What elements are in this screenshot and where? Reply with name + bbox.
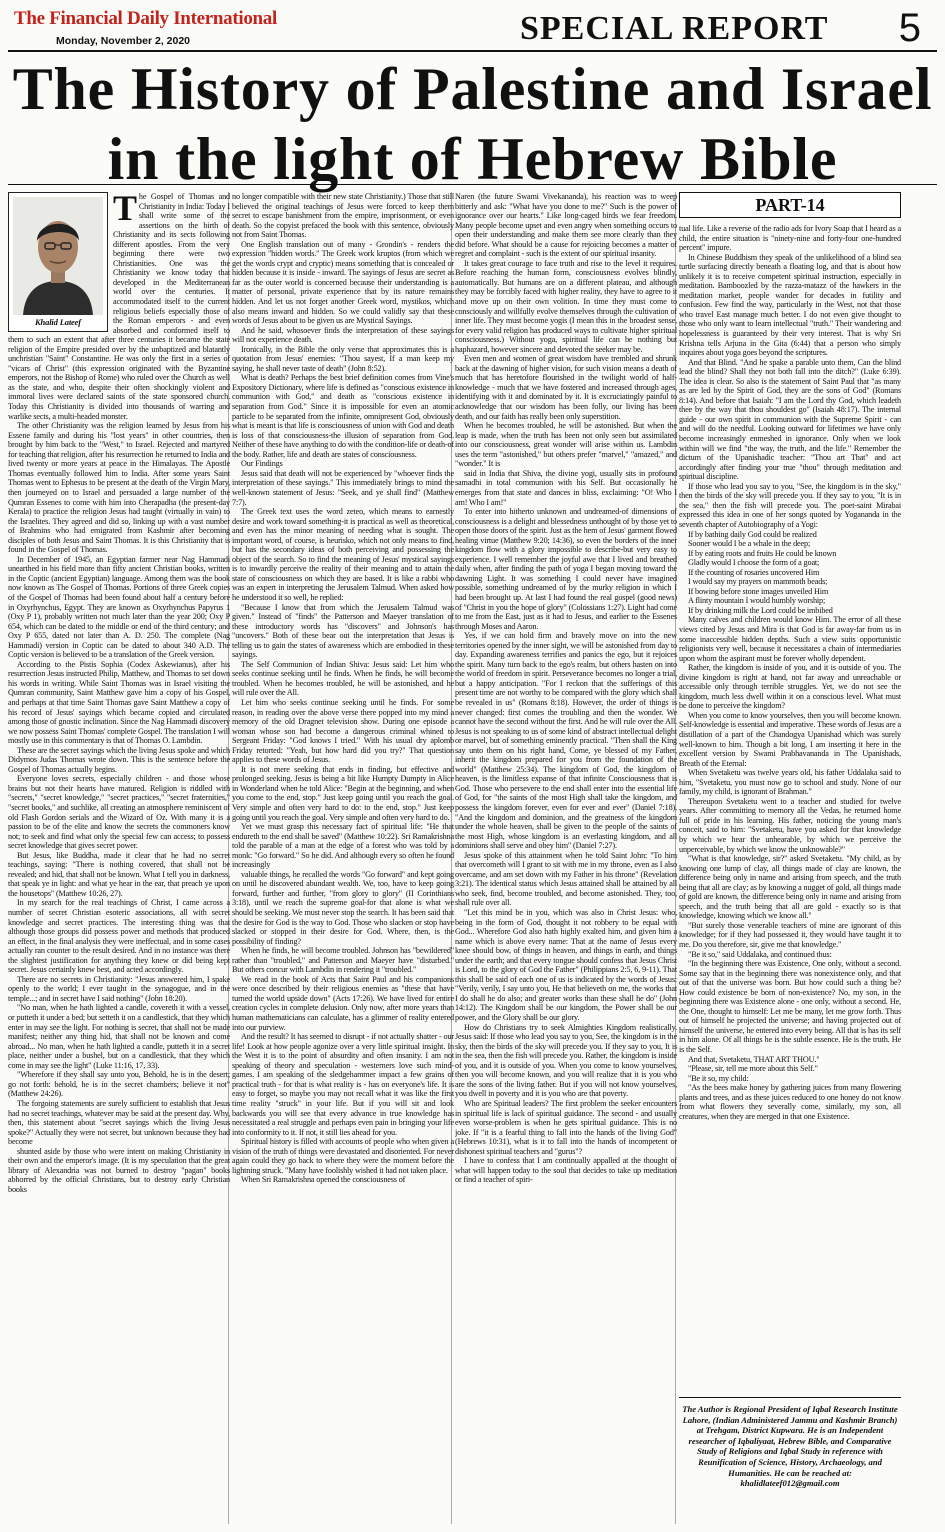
paragraph: These are the secret sayings which the living Jesus spoke and which Didymos Judas Thomas wrote down. This is the sentence before the Gospel of Thomas actually begins. <box>8 745 230 774</box>
paragraph: "As the bees make honey by gathering juices from many flowering plants and trees, and as these juices reduced to one honey do not know from what flowers they severally come, similarly, my son, all creatures, when they are merged in that one Existence. <box>679 1083 901 1121</box>
headline-line-1: The History of Palestine and Israel <box>12 56 933 122</box>
paragraph: "In the beginning there was Existence, One only, without a second. Some say that in the beginning there was nonexistence only, and that out of that the universe was born. But how could such a thing be? How could existence be born of non-existence? No, my son, in the beginning there was Existence alone - one only, without a second. He, the One, thought to himself: Let me be many, let me grow forth. Thus out of himself he projected the universe; and having projected out of himself the universe, he entered into every being. All that is has its self in him alone. Of all things he is the subtle essence. He is the truth. He is the Self. <box>679 959 901 1055</box>
paragraph: Even men and women of great wisdom have trembled and shrunk back at the dawning of higher vision, for such vision means a death of much that has heretofore flourished in the twilight world of half-knowledge - much that we have fostered and increased through ages, identifying with it and dominated by it. It is excruciatingly painful to acknowledge that our wisdom has been folly, our living has been death, and our faith has really been only superstition. <box>455 354 677 421</box>
author-portrait-icon <box>13 197 103 315</box>
paragraph: Jesus spoke of this attainment when he told Saint John: "To him that overcometh will I grant to sit with me in my throne, even as I also overcame, and am set down with my Father in his throne" (Revelation 3:21). The identical status which Jesus attained shall be attained by all who seek, find, become troubled, and become astonished. They, too, shall rule over all. <box>455 850 677 908</box>
paragraph: The other Christianity was the religion learned by Jesus from his Essene family and during his "lost years" in other countries, then brought by him back to the "West," to Israel. Rejected and martyred for teaching that religion, after his resurrection he returned to India and lived twenty or more years at peace in the Himalayas. The Apostle Thomas eventually followed him to India. After some years Saint Thomas went to Ephesus to be present at the death of the Virgin Mary, then journeyed on to Israel and persuaded a large number of the Qumran Essenes to come with him into Cherapadha (the present-day Kerala) to practice the religion Jesus had taught (virtually in vain) to the Israelites. They agreed and did so, linking up with a vast number of Brahmins who had emigrated from Kashmir after becoming disciples of both Jesus and Saint Thomas. It is this Christianity that is found in the Gospel of Thomas. <box>8 421 230 555</box>
author-note: The Author is Regional President of Iqbal Research Institute Lahore, (Indian Administered Jammu and Kashmir Branch) at Trehgam, District Kupwara. He is an Independent researcher of Iqbaliyaat, Hebrew Bible, and Comparative Study of Religions and Iqbal Study in reference with Reunification of Science, History, Archaeology, and Humanities. He can be reached at: khalidlateef012@gmail.com <box>682 1404 898 1489</box>
paragraph: In Chinese Buddhism they speak of the unlikelihood of a blind sea turtle surfacing directly beneath a floating log, and that is about how unlikely it is to receive competent spiritual instruction, especially in meditation. Bamboozled by the razza-matazz of the hawkers in the meditation market, people wander for decades in futility and confusion. Few find the way, particularly in the West, not that those who travel East manage much better. I do not even give thought to those who only want to learn intellectual "truth." Their wandering and hopelessness is guaranteed by their very interest. That is why Sri Krishna tells Arjuna in the Gita (6:44) that a person who simply inquires about yoga goes beyond the scriptures. <box>679 252 901 358</box>
paragraph: When you come to know yourselves, then you will become known. Self-knowledge is essential and imperative. These words of Jesus are a distillation of a part of the Chandogya Upanishad which was surely well-known to him. Though a bit long, I am inserting it here in the excellent version by Swami Prabhavananda in The Upanishads, Breath of the Eternal: <box>679 710 901 768</box>
paragraph: "But surely those venerable teachers of mine are ignorant of this knowledge; for if they had possessed it, they would have taught it to me. Do you therefore, sir, give me that knowledge." <box>679 920 901 950</box>
paragraph: Who are Spiritual leaders? The first problem the seeker encounters in spiritual life is lack of spiritual guidance. The second - and usually even worse-problem is when he gets spiritual guidance. This is no joke. If "it is a fearful thing to fall into the hands of the living God" (Hebrews 10:31), what is it to fall into the hands of incompetent or dishonest spiritual teachers and "gurus"? <box>455 1098 677 1156</box>
masthead-divider <box>8 50 937 52</box>
poem-line: Sooner would I be a whale in the deep; <box>688 539 811 549</box>
paragraph: According to the Pistis Sophia (Codex Askewianus), after his resurrection Jesus instructed Philip, Matthew, and Thomas to set down his words in writing. While Saint Thomas was in Israel visiting the Qumran community, Saint Matthew gave him a copy of his Gospel, and perhaps at that time Saint Thomas gave Saint Matthew a copy of his record of Jesus' sayings which became copied and circulated among those of gnostic inclination. Since the Nag Hammadi discovery we now possess Saint Thomas' complete Gospel. The translation I will mostly use in this commentary is that of Thomas O. Lambdin. <box>8 659 230 746</box>
paragraph: There are no secrets in Christianity: "Jesus answered him, I spake openly to the world; I ever taught in the synagogue, and in the temple...; and in secret have I said nothing" (John 18:20). <box>8 974 230 1003</box>
article-column-1 <box>8 192 230 1524</box>
paragraph: Yes, if we can hold firm and bravely move on into the new territories opened by the inner sight, we will be astonished from day to day. Expanding awareness terrifies and panics the ego, but it rejoices the spirit. Many turn back to the ego's realm, but others hasten on into the world of freedom in spirit. Perseverance becomes no longer a trial, but a happy anticipation. "For I reckon that the sufferings of this present time are not worthy to be compared with the glory which shall be revealed in us" (Romans 8:18). However, the order of things is never changed: first comes the troubling and then the wonder. We cannot have the second without the first. And he will rule over the All. Jesus is not speaking to us of some kind of abstract intellectual delight or marvel, but of something eminently practical. "Then shall the King say unto them on his right hand, Come, ye blessed of my Father, inherit the kingdom prepared for you from the foundation of the world" (Matthew 25:34). The kingdom of God, the kingdom of heaven, is the limitless expanse of that infinite Consciousness that is God. Those who persevere to the end shall enter into the essential life of God, for "the saints of the most High shall take the kingdom, and possess the kingdom forever, even for ever and ever" (Daniel 7:18). "And the kingdom and dominion, and the greatness of the kingdom under the whole heaven, shall be given to the people of the saints of the most High, whose kingdom is an everlasting kingdom, and all dominions shall serve and obey him" (Daniel 7:27). <box>455 631 677 851</box>
masthead <box>8 8 937 48</box>
author-photo-box <box>8 192 108 332</box>
paragraph: It is not mere seeking that ends in finding, but effective and prolonged seeking. Jesus is being a bit like Humpty Dumpty in Alice in Wonderland when he told Alice: "Begin at the beginning, and when you come to the end, stop." Just keep going until you reach the goal. Very simple and often very hard to do: to the end, stop." Just keep going until you reach the goal. Very simple and often very hard to do. <box>232 764 454 822</box>
headline <box>8 54 937 194</box>
author-caption: Khalid Lateef <box>35 317 81 328</box>
paragraph: Thereupon Svetaketu went to a teacher and studied for twelve years. After committing to memory all the Vedas, he returned home full of pride in his learning. His father, noticing the young man's conceit, said to him: "Svetaketu, have you asked for that knowledge by which we hear the unhearable, by which we perceive the unperceivable, by which we know the unknowable?" <box>679 796 901 854</box>
paragraph: What is death? Perhaps the best brief definition comes from Vine's Expository Dictionary, where life is defined as "conscious existence in communion with God," and death as "conscious existence in separation from God." Since it is impossible for even an atomic particle to be separated from the infinite, omnipresent God, obviously what is meant is that life is consciousness of union with God and death is loss of that consciousness-the illusion of separation from God. Neither of these have anything to do with the condition-life or death-of the body. Rather, life and death are states of consciousness. <box>232 373 454 459</box>
paragraph: shunted aside by those who were intent on making Christianity in their own and the emperor's image. (It is my speculation that the great library of Alexandria was not burned to destroy "pagan" books abhorred by the official Christians, but to destroy early Christian books <box>8 1146 230 1194</box>
part-label: PART-14 <box>679 192 901 218</box>
paragraph: To enter into hitherto unknown and undreamed-of dimensions of consciousness is a delight and blessedness unthought of by those yet to open those doors of the spirit. Just as the hem of Jesus' garment flowed healing virtue (Matthew 9:20; 14:36), so even the borders of the inner kingdom flow with a glory impossible to describe-but very easy to experience. I well remember the joyful awe that I lived and breathed daily when, after finding the path of yoga I began moving toward the dawning Light. It was something I could never have imagined possible, something undreamed of by the murky religion in which I had been brought up. At last I had found the real gospel (good news) of "Christ in you the hope of glory" (Colossians 1:27). Light had come to me from the East, just as it had to Jesus, and earlier to the Essenes through Moses and Aaron. <box>455 507 677 631</box>
paragraph: Jesus said that death will not be experienced by "whoever finds the interpretation of these sayings." This immediately brings to mind the well-known statement of Jesus: "Seek, and ye shall find" (Matthew 7:7). <box>232 468 454 507</box>
paragraph: "Please, sir, tell me more about this Self." <box>688 1064 818 1074</box>
article-column-4 <box>679 224 901 1384</box>
author-note-divider <box>679 1397 901 1398</box>
paragraph: Yet we must grasp this necessary fact of spiritual life: "He that endureth to the end shall be saved" (Matthew 10:22). Sri Ramakrishna told the parable of a man at the edge of a forest who was told by a monk: "Go forward." So he did. And although every so often he found increasingly <box>232 822 454 870</box>
paragraph: "Let this mind be in you, which was also in Christ Jesus: who, being in the form of God, thought it not robbery to be equal with God... Wherefore God also hath highly exalted him, and given him a name which is above every name: That at the name of Jesus every knee should bow, of things in heaven, and things in earth, and things under the earth; and that every tongue should confess that Jesus Christ is Lord, to the glory of God the Father" (Philippians 2:5, 6, 9-11). That this shall be said of each one of us is indicated by the words of Jesus: "Verily, verily, I say unto you, He that believeth on me, the works that I do shall he do also; and greater works than these shall he do" (John 14:12). The Kingdom shall be our kingdom, the Power shall be our power, and the Glory shall be our glory. <box>455 908 677 1023</box>
paragraph: Rather, the kingdom is inside of you, and it is outside of you. The divine kingdom is right at hand, not far away and unreachable or accessible only through terrible struggles. Yet, we do not see the kingdom, much less dwell within it on a conscious level. What must be done to perceive the kingdom? <box>679 663 901 711</box>
paragraph: "Be it so," said Uddalaka, and continued thus: <box>688 949 832 959</box>
paragraph: Many calves and children would know Him. The error of all these views cited by Jesus and Mira is that God is far away-far from us in some inaccessible hidden depths. Such a view suits opportunistic religionists very well, because it necessitates a chain of intermediaries upon whom the aspirant must be forever wholly dependent. <box>679 615 901 663</box>
paragraph: "Be it so, my child: <box>688 1073 749 1083</box>
paragraph: Everyone loves secrets, especially children - and those whose brains but not their hearts have matured. Religion is riddled with "secrets," "secret knowledge," "secret practices," "secret fraternities," "secret books," and suchlike, all creating an atmosphere reminiscent of old Flash Gordon serials and the Wizard of Oz. With many it is a passion to be of the elite and know the secrets the commoners know not; to seek and find what only the special few can access; to possess secret knowledge that gives secret power. <box>8 774 230 851</box>
paragraph: But Jesus, like Buddha, made it clear that he had no secret teachings, saying: "There is nothing covered, that shall not be revealed; and hid, that shall not be known. What I tell you in darkness, that speak ye in light: and what ye hear in the ear, that preach ye upon the housetops" (Matthew 10:26, 27). <box>8 850 230 898</box>
article-column-2 <box>232 192 454 1524</box>
poem-line: If by drinking milk the Lord could be imbibed <box>688 605 833 615</box>
drop-cap: T <box>113 192 137 228</box>
paragraph: he Gospel of Thomas and Christianity in India: Today I shall write some of the assertions on the birth of Christianity and its sects following different apostles. From the very beginning there were two Christianities. One was the Christianity we know today that developed in the Mediterranean world over the centuries. It accommodated itself to the current religious beliefs especially those of the Roman emperors - and even absorbed and conformed itself to them to such an extent that after three centuries it became the state religion of the Empire presided over by the unbaptized and blatantly unchristian "Saint" Constantine. He was only the first in a series of "vicars of Christ" (this expression originated with the Byzantine emperors, not the Bishop of Rome) who ruled over the Church as well as the state, and who, despite their often shockingly violent and immoral lives were declared saints of the state sponsored church. Today this Christianity is divided into thousands of warring and warlike sects, a multi-headed monster. <box>8 192 230 421</box>
publication-date: Monday, November 2, 2020 <box>56 35 191 47</box>
headline-line-2: in the light of Hebrew Bible <box>107 126 838 192</box>
paragraph: The forgoing statements are surely sufficient to establish that Jesus had no secret teachings, whatever may be said at the present day. Why, then, this statement about "secret sayings which the living Jesus spoke?" Actually they were not secret, but unknown because they had become <box>8 1098 230 1147</box>
publication-name: The Financial Daily International <box>14 8 277 29</box>
poem-line: If by eating roots and fruits He could be known <box>688 548 837 558</box>
paragraph: In December of 1945, an Egyptian farmer near Nag Hammadi unearthed in his field more than fifty ancient Christian books, written in the Coptic (ancient Egyptian) language. Among them was the book now known as The Gospel of Thomas. Portions of three Greek copies of the Gospel of Thomas had been found about half a century before in Oxyrhynchus, Egypt. They are known as Oxyrhynchus Papyrus 1 (Oxy P 1), probably written not much later than the year 200; Oxy P 654, which can be dated to the middle or end of the third century; and Oxy P 655, dated not later than A. D. 250. The complete (Nag Hammadi) version in Coptic can be dated to about 340 A.D. The Coptic version is believed to be a translation of the Greek version. <box>8 554 230 660</box>
paragraph: One English translation out of many - Grondin's - renders the expression "hidden words." The Greek work kruptos (from which we get the words crypt and cryptic) means something that is concealed or hidden because it is inside - inward. The sayings of Jesus are secret as far as the outer world is concerned because their understanding is a matter of personal, private experience that by its nature remains hidden. And let us not forget another Greek word, mystikos, which also means inward and hidden. So we could validly say that these words of Jesus about to be given us are Mystical Sayings. <box>232 239 454 326</box>
paragraph: And that Blind. "And he spake a parable unto them, Can the blind lead the blind? Shall they not both fall into the ditch?" (Luke 6:39). The idea is clear. So also is the statement of Saint Paul that "as many as are led by the Spirit of God, they are the sons of God" (Romans 8:14). And before that Isaiah: "I am the Lord thy God, which leadeth thee by the way that thou shouldest go" (Isaiah 48:17). The internal guide - our own spirit in communion with the Supreme Spirit - can and will do the needful. Looking outward for lifetimes we have only become increasingly enmeshed in ignorance. Only when we look within will we find "the way, the truth, and the life." Remember the dictum of the Upanishadic teacher: "Thou art That" and act accordingly after finding your true "thou" through meditation and spiritual discipline. <box>679 357 901 482</box>
poem-line: If the counting of rosaries uncovered Him <box>688 567 820 577</box>
paragraph: Ironically, in the Bible the only verse that approximates this is a quotation from Jesus' enemies: "Thou sayest, If a man keep my saying, he shall never taste of death" (John 8:52). <box>232 344 454 373</box>
paragraph: valuable things, he recalled the words "Go forward" and kept going on until he discovered abundant wealth. We, too, have to keep going forward, further and further, "from glory to glory" (II Corinthians 3:18), until we reach the supreme goal-for that alone is what we should be seeking. We must never stop the search. It has been said that the desire for God is the way to God. Those who slacken or stop have slacked or stopped in their desire for God. Where, then, is the possibility of finding? <box>232 869 454 946</box>
author-photo <box>13 197 103 315</box>
paragraph: "Because I know that from which the Jerusalem Talmud was given." Instead of "finds" the Patterson and Maeyer translation of these introductory words has "discovers" and Johnson's has "uncovers." Both of these bear out the interpretation that Jesus is telling us to gain the states of awareness which are embodied in these sayings. <box>232 602 454 660</box>
paragraph: tual life. Like a reverse of the radio ads for Ivory Soap that I heard as a child, the entire situation is "ninety-nine and forty-four one-hundred percent" impure. <box>679 224 901 253</box>
paragraph: The Self Communion of Indian Shiva: Jesus said: Let him who seeks continue seeking until he finds. When he finds, he will become troubled. When he becomes troubled, he will be astonished, and he will rule over the All. <box>232 659 454 698</box>
paragraph: It takes great courage to face truth and rise to the level it requires. Before reaching the human form, consciousness evolves blindly, automatically. But humans are on a different plateau, and although they may be forcibly faced with higher reality, they have to agree to it and move up on their own volition. In time they must come to consciously and willfully evolve themselves through the cultivation of inner life. They must become yogis (I mean this in the broadest sense, for every valid religion has produced ways to cultivate higher spiritual consciousness.) Without yoga, spiritual life can be nothing but haphazard, however sincere and devoted the seeker may be. <box>455 258 677 354</box>
paragraph: When Svetaketu was twelve years old, his father Uddalaka said to him, "Svetaketu, you must now go to school and study. None of our family, my child, is ignorant of Brahman." <box>679 768 901 797</box>
poem-line: A flinty mountain I would humbly worship; <box>688 596 826 606</box>
section-label: SPECIAL REPORT <box>520 10 829 47</box>
paragraph: Spiritual history is filled with accounts of people who when given a vision of the truth of things were devastated and disoriented. For never again could they go back to where they were the moment before the lightning struck. "Many have foolishly wished it had not taken place. <box>232 1137 454 1175</box>
paragraph: "What is that knowledge, sir?" asked Svetaketu. "My child, as by knowing one lump of clay, all things made of clay are known, the difference being only in name and arising from speech, and the truth being that all are clay; as by knowing a nugget of gold, all things made of gold are known, the difference being only in name and arising from speech, and the truth being that all are gold - exactly so is that knowledge, knowing which we know all." <box>679 854 901 921</box>
paragraph: In my search for the real teachings of Christ, I came across a number of secret Christian esoteric associations, all with secret knowledge and secret practices. The interesting thing was that although those groups did possess power and methods that produced an effect, in the final analysis they were ineffectual, and in some cases actually ran counter to the result desired. And in no instance was there the slightest justification for anything they knew or did being kept secret. Jesus certainly knew best, and acted accordingly. <box>8 898 230 975</box>
paragraph: When he becomes troubled, he will be astonished. But when the leap is made, when the truth has been not only seen but assimilated into our consciousness, great wonder will arise within us. Lambdin uses the term "astonished," but others prefer "marvel," "amazed," and "wonder." It is <box>455 421 677 469</box>
poem-line: I would say my prayers on mammoth beads; <box>688 577 828 587</box>
paragraph: We read in the book of Acts that Saint Paul and his companions were once described by their religious enemies as "these that have turned the world upside down" (Acts 17:26). We have lived for entire creation cycles in complete delusion. Only now, after more years than human mathematicians can calculate, has a glimmer of reality entered into our purview. <box>232 974 454 1032</box>
poem-line: If bowing before stone images unveiled Him <box>688 586 829 596</box>
paragraph: If those who lead you say to you, "See, the kingdom is in the sky," then the birds of the sky will precede you. If they say to you, "It is in the sea," then the fish will precede you. The poet-saint Mirabai expressed this idea in one of her songs quoted by Yogananda in the seventh chapter of Autobiography of a Yogi: <box>679 481 901 529</box>
poem-line: If by bathing daily God could be realized <box>688 529 817 539</box>
headline-divider <box>8 184 937 185</box>
paragraph: no longer compatible with their new state Christianity.) Those that still believed the original teachings of Jesus were forced to keep them secret to escape banishment from the empire, imprisonment, or even death. So the copyist prefaced the book with this sentence, obviously not from Saint Thomas. <box>232 192 454 240</box>
paragraph: When he finds, he will become troubled. Johnson has "bewildered" rather than "troubled," and Patterson and Maeyer have "disturbed." But others concur with Lambdin in rendering it "troubled." <box>232 946 454 975</box>
paragraph: And he said, whosoever finds the interpretation of these sayings will not experience death. <box>232 325 454 345</box>
paragraph: "No man, when he hath lighted a candle, covereth it with a vessel, or putteth it under a bed; but setteth it on a candlestick, that they which enter in may see the light. For nothing is secret, that shall not be made manifest; neither any thing hid, that shall not be known and come abroad... No man, when he hath lighted a candle, putteth it in a secret place, neither under a bushel, but on a candlestick, that they which come in may see the light" (Luke 11:16, 17, 33). <box>8 1003 230 1070</box>
paragraph: And the result? It has seemed to disrupt - if not actually shatter - our life! Look at how people agonize over a very little spiritual insight. In the West it is to the point of absurdity and often insanity. I am not speaking of theory and speculation - westerners love such mind-games. I am speaking of the sledgehammer impact a few grains of practical truth - for that is what reality is - has on everyone's life. It is easy to forget, so maybe you may not recall what it was like the first time reality "struck" in your life. But if you will sit and look backwards you will see that every advance in true knowledge has necessitated a real struggle and perhaps even pain in bringing your life into conformity to it. If not, it still lies ahead for you. <box>232 1032 454 1137</box>
paragraph: "Wherefore if they shall say unto you, Behold, he is in the desert; go not forth: behold, he is in the secret chambers; believe it not" (Matthew 24:26). <box>8 1070 230 1099</box>
paragraph: Naren (the future Swami Vivekananda), his reaction was to weep bitterly and ask: "What have you done to me?" Such is the power of ignorance over our hearts." Like long-caged birds we fear freedom. Many people become upset and even angry when something occurs to open their understanding and make them see more clearly than they did before. What should be a cause for rejoicing becomes a matter of regret and complaint - such is the extent of our spiritual insanity. <box>455 192 677 259</box>
paragraph: Let him who seeks continue seeking until he finds. For some reason, in reading over the above verse there popped into my mind a memory of the old Dragnet television show. During one episode a woman whose son had become a dangerous criminal whined to Sergeant Friday: "God knows I tried." With his usual dry aplomb Friday retorted: "Yeah, but how hard did you try?" That question applies to these words of Jesus. <box>232 697 454 765</box>
poem-line: Gladly would I choose the form of a goat; <box>688 558 820 568</box>
paragraph: How do Christians try to seek Almighties Kingdom realistically. Jesus said: If those who lead you say to you, See, the kingdom is in the sky, then the birds of the sky will precede you. If they say to you, It is in the sea, then the fish will precede you. Rather, the kingdom is inside of you, and it is outside of you. When you come to know yourselves, then you will become known, and you will realize that it is you who are the sons of the living father. But if you will not know yourselves, you dwell in poverty and it is you who are that poverty. <box>455 1022 677 1099</box>
article-column-3 <box>455 192 677 1524</box>
paragraph: The Greek text uses the word zeteo, which means to earnestly desire and work toward something-it is practical as well as theoretical, and even has the minor meaning of needing what is sought. The important word, of course, is heurisko, which not only means to find, but has the secondary ideas of both perceiving and possessing the object of the search. So to find the meaning of Jesus' mystical sayings is to inwardly perceive the reality of their meaning and to attain the state of consciousness on which they are based. It is like a rabbi who was an expert in interpreting the Jerusalem Talmud. When asked how he understood it so well, he replied: <box>232 507 454 602</box>
paragraph: I have to confess that I am continually appalled at the thought of what will happen today to the soul that decides to take up meditation or find a teacher of spiri- <box>455 1156 677 1185</box>
page-number: 5 <box>898 6 921 50</box>
paragraph: And that, Svetaketu, THAT ART THOU." <box>688 1054 820 1064</box>
subheading: Our Findings <box>241 459 283 469</box>
paragraph: When Sri Ramakrishna opened the consciousness of <box>241 1175 406 1185</box>
paragraph: said in India that Shiva, the divine yogi, usually sits in profound samadhi in total communion with his Self. But occasionally he emerges from that state and dances in bliss, exclaiming: "O! Who I am! Who I am!" <box>455 468 677 507</box>
